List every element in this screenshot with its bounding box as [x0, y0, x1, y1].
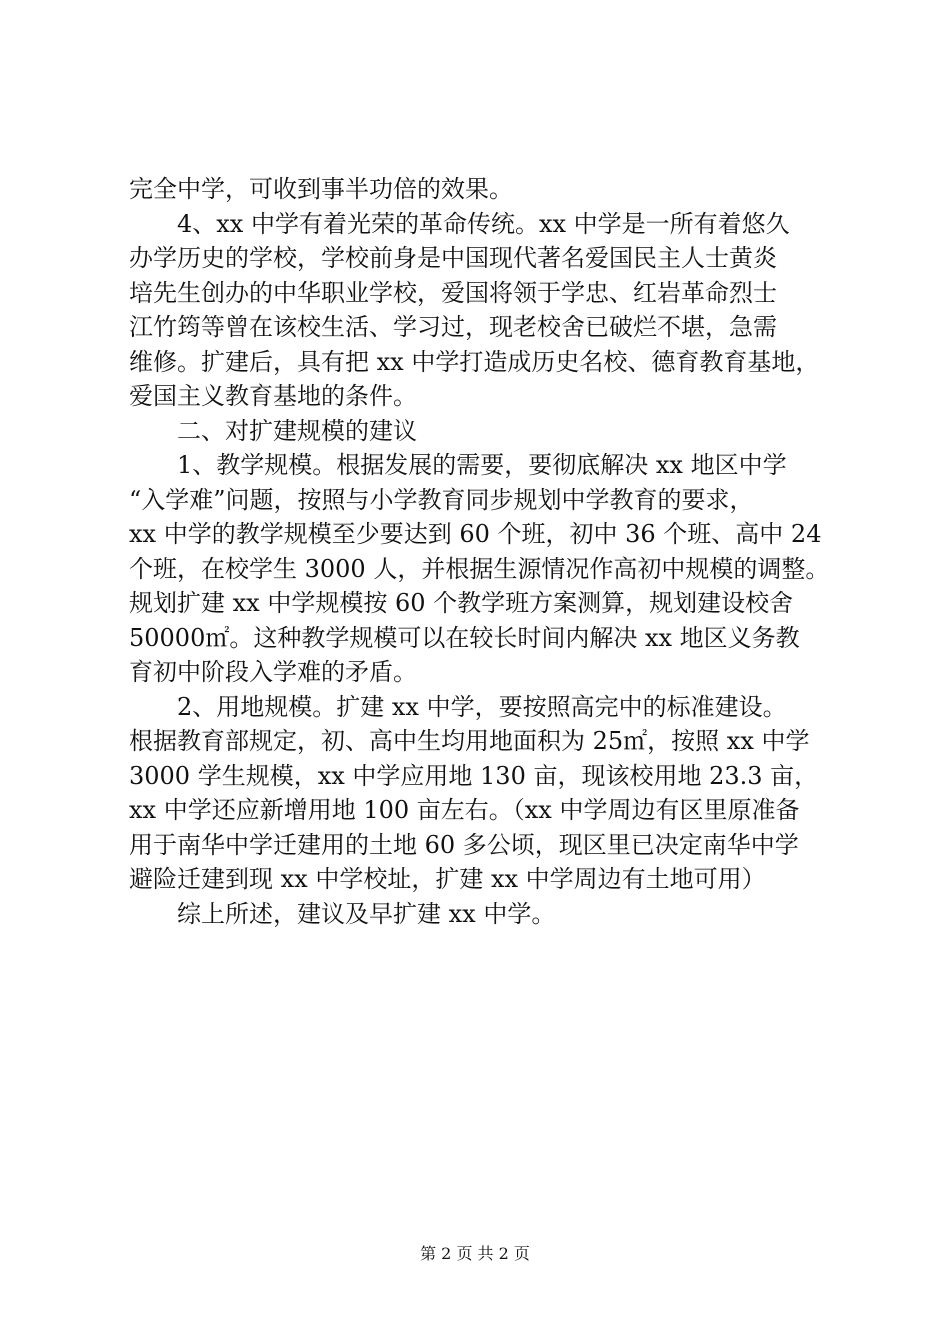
page-footer	[0, 1242, 950, 1266]
text-line: 3000 学生规模，xx 中学应用地 130 亩，现该校用地 23.3 亩，	[129, 761, 819, 790]
text-line: xx 中学的教学规模至少要达到 60 个班，初中 36 个班、高中 24	[129, 520, 822, 548]
text-line: 培先生创办的中华职业学校，爱国将领于学忠、红岩革命烈士	[129, 278, 777, 307]
page-number-label: 第 2 页 共 2 页	[420, 1244, 530, 1263]
text-line: 避险迁建到现 xx 中学校址，扩建 xx 中学周边有土地可用）	[129, 865, 766, 893]
text-line: 2、用地规模。扩建 xx 中学，要按照高完中的标准建设。	[177, 692, 787, 721]
text-line: 维修。扩建后，具有把 xx 中学打造成历史名校、德育教育基地，	[129, 347, 820, 376]
text-line: 4、xx 中学有着光荣的革命传统。xx 中学是一所有着悠久	[177, 209, 790, 238]
text-line: 办学历史的学校，学校前身是中国现代著名爱国民主人士黄炎	[129, 244, 777, 272]
text-line: 江竹筠等曾在该校生活、学习过，现老校舍已破烂不堪，急需	[129, 313, 777, 341]
text-line: 个班，在校学生 3000 人，并根据生源情况作高初中规模的调整。	[129, 554, 830, 583]
text-line: 爱国主义教育基地的条件。	[129, 382, 417, 410]
text-line: 完全中学，可收到事半功倍的效果。	[129, 175, 513, 203]
text-line: 1、教学规模。根据发展的需要，要彻底解决 xx 地区中学	[177, 451, 787, 479]
text-line: 规划扩建 xx 中学规模按 60 个教学班方案测算，规划建设校舍	[129, 589, 794, 617]
text-line: xx 中学还应新增用地 100 亩左右。（xx 中学周边有区里原准备	[129, 796, 800, 824]
text-line: 50000㎡。这种教学规模可以在较长时间内解决 xx 地区义务教	[129, 623, 800, 652]
text-line: 育初中阶段入学难的矛盾。	[129, 658, 417, 686]
text-line: “入学难”问题，按照与小学教育同步规划中学教育的要求，	[129, 485, 754, 514]
text-line: 用于南华中学迁建用的土地 60 多公顷，现区里已决定南华中学	[129, 830, 799, 859]
conclusion-line: 综上所述，建议及早扩建 xx 中学。	[177, 899, 556, 928]
document-body	[129, 172, 833, 931]
section-heading: 二、对扩建规模的建议	[177, 416, 417, 445]
text-line: 根据教育部规定，初、高中生均用地面积为 25㎡，按照 xx 中学	[129, 727, 810, 755]
